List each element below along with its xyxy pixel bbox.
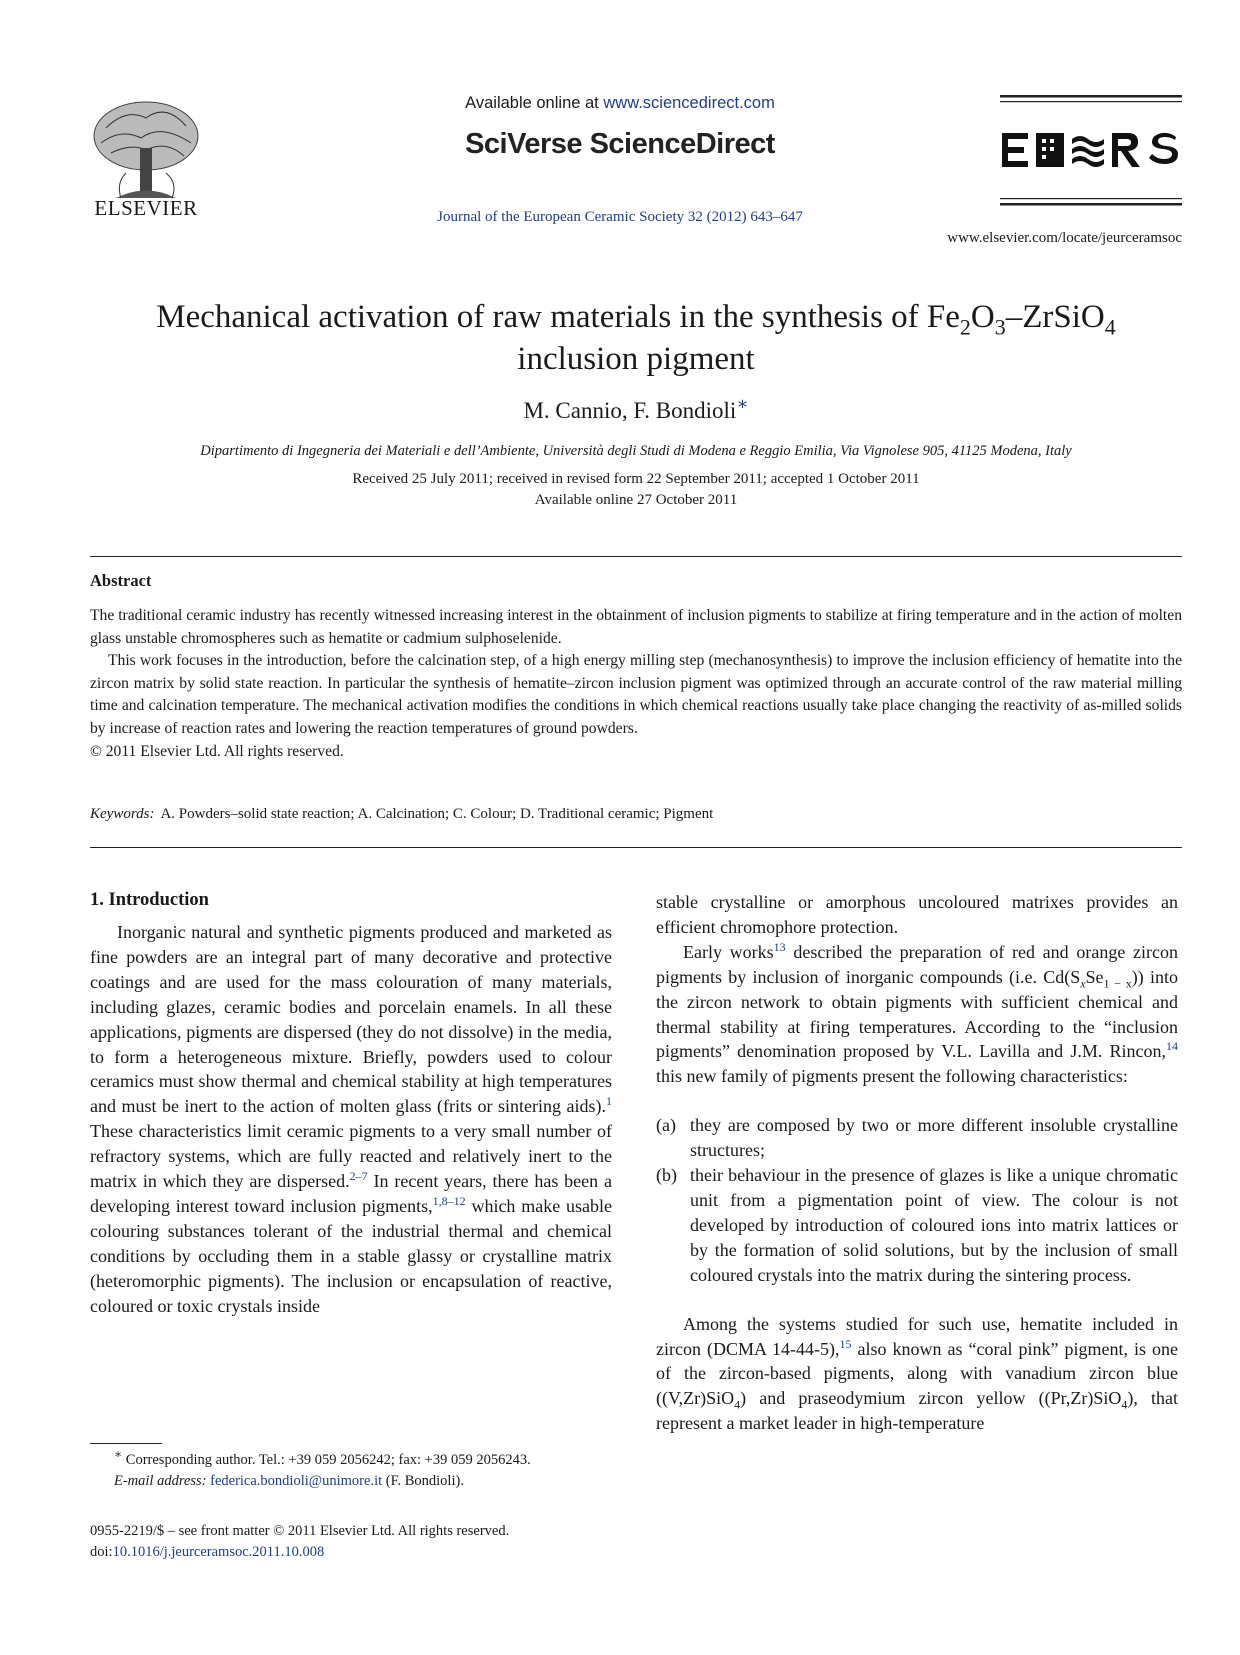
section-heading-introduction: 1. Introduction <box>90 890 209 910</box>
footnote-line-1 <box>90 1447 612 1471</box>
text-run: In recent years, there has been a developing interest toward inclusion pigments, <box>90 1171 612 1216</box>
affiliation: Dipartimento di Ingegneria dei Materiali e dell’Ambiente, Università degli Studi di Modena e Reggio Emilia, Via Vignolese 905, 41125 Modena, Italy <box>200 443 1072 459</box>
received-dates: Received 25 July 2011; received in revised form 22 September 2011; accepted 1 October 2011 <box>352 471 920 487</box>
title-subscript: 3 <box>994 314 1006 340</box>
author-email-link[interactable]: federica.bondioli@unimore.it <box>210 1473 383 1489</box>
text-run: ) and praseodymium zircon yellow ((Pr,Zr)SiO <box>740 1388 1122 1409</box>
subscript: x <box>1080 976 1086 991</box>
publisher-name: ELSEVIER <box>94 196 198 220</box>
citation-link[interactable]: 1,8–12 <box>432 1193 466 1208</box>
subscript: 4 <box>734 1397 741 1412</box>
list-text: they are composed by two or more different insoluble crystalline structures; <box>690 1115 1178 1161</box>
journal-homepage-url[interactable]: www.elsevier.com/locate/jeurceramsoc <box>947 230 1182 246</box>
citation-link[interactable]: 14 <box>1166 1039 1178 1054</box>
available-online-line <box>300 94 940 113</box>
issn-line: 0955-2219/$ – see front matter © 2011 Elsevier Ltd. All rights reserved. <box>90 1523 510 1539</box>
corresponding-author-mark[interactable]: ∗ <box>736 393 749 414</box>
article-title <box>90 296 1182 380</box>
text-run: Among the systems studied for such use, hematite included in zircon (DCMA 14-44-5), <box>656 1313 1178 1359</box>
title-subscript: 2 <box>959 314 971 340</box>
text-run: which make usable colouring substances tolerant of the industrial thermal and chemical conditions by occluding them in a stable glassy or crystalline matrix (heteromorphic pigments). The inclusion or encapsulation of reactive, coloured or toxic crystals inside <box>90 1195 612 1316</box>
abstract-copyright: © 2011 Elsevier Ltd. All rights reserved. <box>90 742 344 760</box>
text-run: ), that represent a market leader in high-temperature <box>656 1388 1178 1434</box>
footnote-text: (F. Bondioli). <box>382 1473 464 1489</box>
divider-bottom <box>90 847 1182 848</box>
footnote-text: Corresponding author. Tel.: +39 059 2056242; fax: +39 059 2056243. <box>122 1452 531 1468</box>
text-run: also known as “coral pink” pigment, is one of the zircon-based pigments, along with vanadium zircon blue ((V,Zr)SiO <box>656 1338 1179 1409</box>
right-column <box>656 890 1178 1436</box>
abstract-heading: Abstract <box>90 571 152 590</box>
doi-line <box>90 1542 612 1563</box>
subscript: 1 − x <box>1103 976 1132 991</box>
citation-link[interactable]: 2–7 <box>349 1169 368 1184</box>
footnote-divider <box>90 1443 162 1444</box>
list-label: (b) <box>656 1165 677 1186</box>
title-line2: inclusion pigment <box>517 341 755 377</box>
available-prefix: Available online at <box>465 94 604 112</box>
email-label: E-mail address: <box>114 1473 207 1489</box>
citation-link[interactable]: 1 <box>606 1094 612 1109</box>
text-run: Inorganic natural and synthetic pigments produced and marketed as fine powders are an integral part of many decorative and protective coatings and are used for the mass colouration of many materials, including glazes, ceramic bodies and porcelain enamels. In all these applications, pigments are dispersed (they do not dissolve) in the media, to form a heterogeneous mixture. Briefly, powders used to colour ceramics must show thermal and chemical stability at high temperatures and must be inert to the action of molten glass (frits or sintering aids). <box>90 922 612 1117</box>
text-run: )) into the zircon network to obtain pigments with sufficient chemical and thermal stability at firing temperatures. According to the “inclusion pigments” denomination proposed by V.L. Lavilla and J.M. Rincon, <box>656 966 1178 1062</box>
available-online-date: Available online 27 October 2011 <box>534 492 738 508</box>
text-run: Early works <box>683 941 774 962</box>
journal-reference-link[interactable]: Journal of the European Ceramic Society 32 (2012) 643–647 <box>437 209 803 225</box>
citation-link[interactable]: 15 <box>839 1336 852 1351</box>
text-run: Se <box>1085 966 1104 987</box>
intro-paragraph-1 <box>90 920 612 1319</box>
footnote-line-2 <box>90 1471 612 1492</box>
title-text: Mechanical activation of raw materials in the synthesis of Fe <box>156 299 960 335</box>
ecers-logo-icon <box>1000 95 1182 207</box>
author-names: M. Cannio, F. Bondioli <box>523 398 737 423</box>
footnote-mark: ∗ <box>114 1447 123 1462</box>
text-run: this new family of pigments present the following characteristics: <box>656 1066 1128 1087</box>
citation-link[interactable]: 13 <box>773 939 786 954</box>
right-paragraph-2 <box>656 940 1178 1089</box>
left-column <box>90 920 612 1319</box>
list-item <box>656 1163 1178 1288</box>
keywords <box>90 806 1182 823</box>
divider-top <box>90 556 1182 557</box>
text-run: These characteristics limit ceramic pigments to a very small number of refractory systems, which are fully reacted and relatively inert to the matrix in which they are dispersed. <box>90 1121 612 1192</box>
subscript: 4 <box>1121 1397 1128 1412</box>
keywords-list: A. Powders–solid state reaction; A. Calcination; C. Colour; D. Traditional ceramic; Pigment <box>160 806 714 822</box>
doi-label: doi: <box>90 1544 113 1560</box>
title-subscript: 4 <box>1104 314 1116 340</box>
list-label: (a) <box>656 1115 676 1136</box>
bottom-info <box>90 1521 612 1563</box>
authors <box>90 393 1182 424</box>
abstract-paragraph-1: The traditional ceramic industry has recently witnessed increasing interest in the obtainment of inclusion pigments to stabilize at firing temperature and in the action of molten glass unstable chromospheres such as hematite or cadmium sulphoselenide. <box>90 607 1182 647</box>
doi-link[interactable]: 10.1016/j.jeurceramsoc.2011.10.008 <box>112 1544 325 1560</box>
text-run: described the preparation of red and orange zircon pigments by inclusion of inorganic compounds (i.e. Cd(S <box>656 941 1178 987</box>
right-paragraph-1: stable crystalline or amorphous uncoloured matrixes provides an efficient chromophore protection. <box>656 892 1178 937</box>
abstract-body <box>90 605 1182 763</box>
sciverse-brand: SciVerse ScienceDirect <box>465 128 775 160</box>
title-text-o: O <box>970 299 995 335</box>
footnote <box>90 1447 612 1492</box>
list-text: their behaviour in the presence of glazes is like a unique chromatic unit from a pigmentation point of view. The colour is not developed by introduction of coloured ions into matrix lattices or by the formation of solid solutions, but by the inclusion of small coloured crystals into the matrix during the sintering process. <box>690 1165 1178 1285</box>
sciencedirect-link[interactable]: www.sciencedirect.com <box>603 94 775 112</box>
title-text-zrsio: –ZrSiO <box>1005 299 1105 335</box>
list-item <box>656 1113 1178 1163</box>
abstract-paragraph-2: This work focuses in the introduction, before the calcination step, of a high energy milling step (mechanosynthesis) to improve the inclusion efficiency of hematite into the zircon matrix by solid state reaction. In particular the synthesis of hematite–zircon inclusion pigment was optimized through an accurate control of the raw material milling time and calcination temperature. The mechanical activation modifies the conditions in which chemical reactions usually take place changing the reactivity of as-milled solids by increase of reaction rates and lowering the reaction temperatures of ground powders. <box>90 652 1182 737</box>
right-paragraph-3 <box>656 1312 1178 1437</box>
keywords-label: Keywords: <box>90 806 155 822</box>
